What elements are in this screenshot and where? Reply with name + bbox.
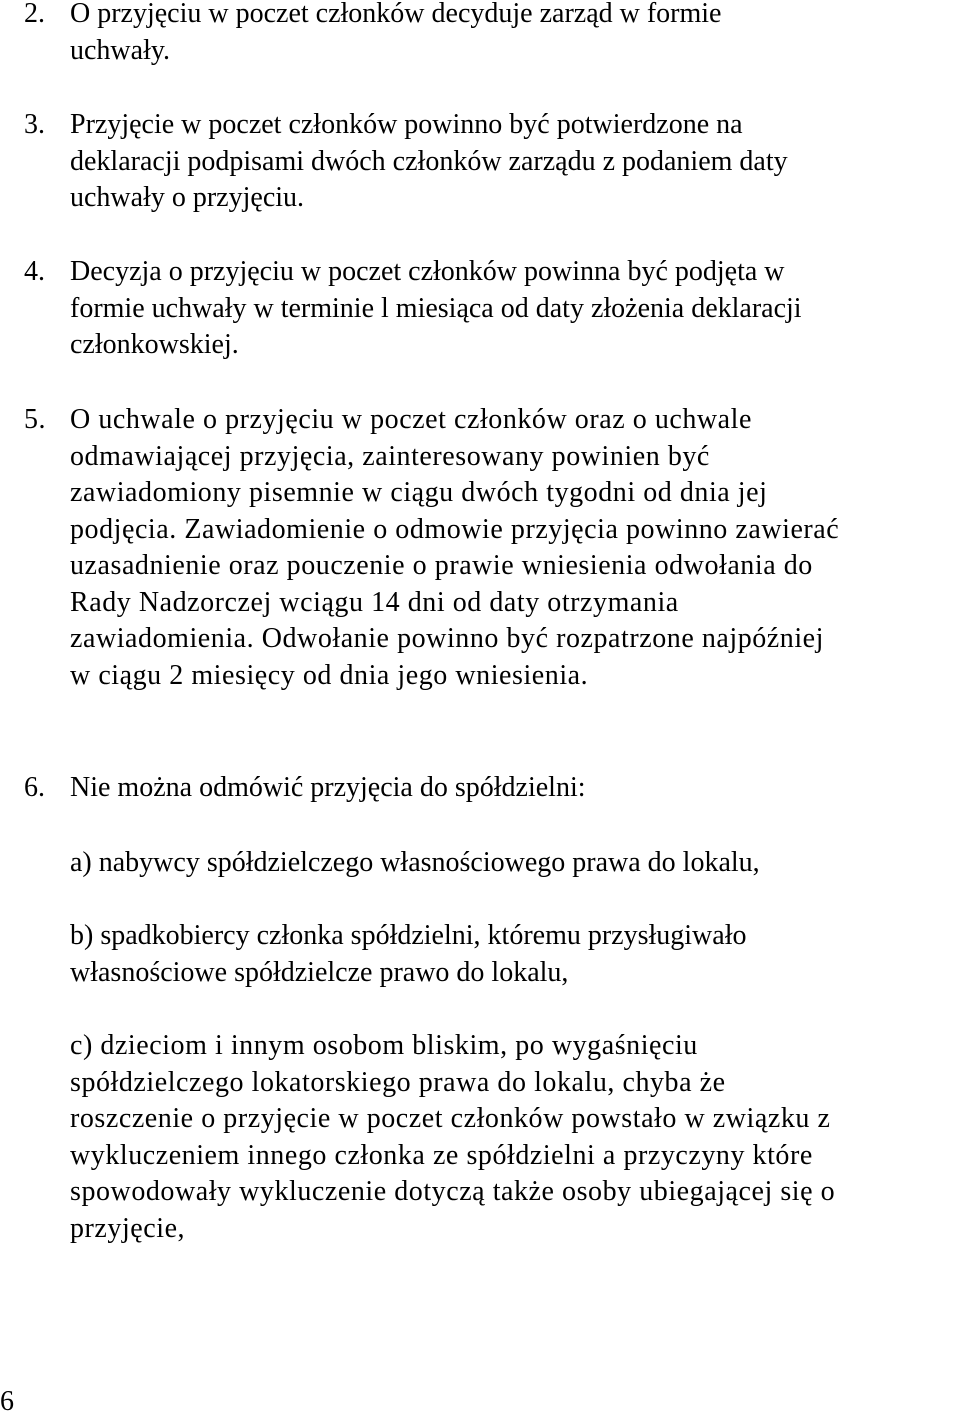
text-line: spowodowały wykluczenie dotyczą także osoby ubiegającej się o bbox=[70, 1176, 836, 1207]
text-line: członkowskiej. bbox=[70, 329, 239, 360]
sub-item-text bbox=[70, 845, 960, 882]
text-line: uzasadnienie oraz pouczenie o prawie wniesienia odwołania do bbox=[70, 550, 813, 581]
item-number: 3. bbox=[24, 109, 45, 140]
text-line: odmawiającej przyjęcia, zainteresowany powinien być bbox=[70, 440, 710, 472]
text-line: b) spadkobiercy członka spółdzielni, któremu przysługiwało bbox=[70, 920, 747, 951]
text-line: spółdzielczego lokatorskiego prawa do lokalu, chyba że bbox=[70, 1066, 726, 1098]
item-text bbox=[70, 402, 960, 694]
item-text bbox=[70, 254, 960, 364]
text-line: roszczenie o przyjęcie w poczet członków powstało w związku z bbox=[70, 1103, 831, 1134]
text-line: podjęcia. Zawiadomienie o odmowie przyjęcia powinno zawierać bbox=[70, 513, 840, 545]
item-text bbox=[70, 0, 960, 69]
text-line: deklaracji podpisami dwóch członków zarządu z podaniem daty bbox=[70, 145, 788, 177]
item-number: 2. bbox=[24, 0, 45, 29]
item-text bbox=[70, 770, 960, 807]
text-line: uchwały. bbox=[70, 34, 171, 66]
text-line: uchwały o przyjęciu. bbox=[70, 182, 305, 213]
item-text bbox=[70, 107, 960, 217]
text-line: O uchwale o przyjęciu w poczet członków oraz o uchwale bbox=[70, 404, 752, 435]
text-line: Rady Nadzorczej wciągu 14 dni od daty otrzymania bbox=[70, 586, 679, 618]
item-number: 5. bbox=[24, 404, 47, 435]
sub-item-text bbox=[70, 1028, 960, 1247]
text-line: Przyjęcie w poczet członków powinno być potwierdzone na bbox=[70, 109, 743, 140]
text-line: Nie można odmówić przyjęcia do spółdzielni: bbox=[70, 772, 586, 803]
item-number: 4. bbox=[24, 256, 45, 287]
text-line: przyjęcie, bbox=[70, 1212, 186, 1244]
text-line: w ciągu 2 miesięcy od dnia jego wniesienia. bbox=[70, 659, 589, 691]
text-line: zawiadomienia. Odwołanie powinno być rozpatrzone najpóźniej bbox=[70, 623, 824, 654]
sub-item-text bbox=[70, 918, 960, 991]
text-line: wykluczeniem innego członka ze spółdzielni a przyczyny które bbox=[70, 1139, 813, 1171]
text-line: zawiadomiony pisemnie w ciągu dwóch tygodni od dnia jej bbox=[70, 477, 768, 508]
text-line: formie uchwały w terminie l miesiąca od daty złożenia deklaracji bbox=[70, 292, 802, 324]
text-line: własnościowe spółdzielcze prawo do lokalu, bbox=[70, 956, 569, 988]
text-line: a) nabywcy spółdzielczego własnościowego prawa do lokalu, bbox=[70, 847, 760, 878]
text-line: Decyzja o przyjęciu w poczet członków powinna być podjęta w bbox=[70, 256, 785, 287]
text-line: O przyjęciu w poczet członków decyduje zarząd w formie bbox=[70, 0, 722, 29]
page-number: 6 bbox=[0, 1386, 14, 1417]
item-number: 6. bbox=[24, 772, 45, 803]
text-line: c) dzieciom i innym osobom bliskim, po wygaśnięciu bbox=[70, 1030, 698, 1061]
